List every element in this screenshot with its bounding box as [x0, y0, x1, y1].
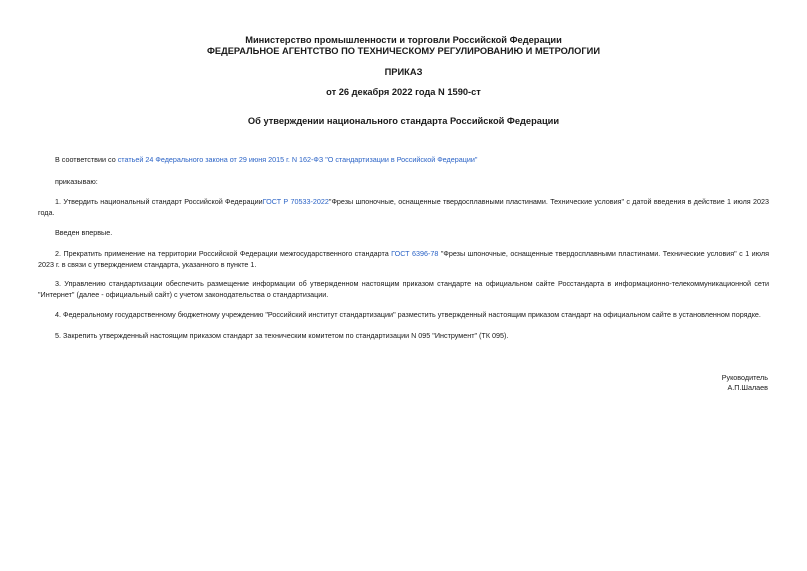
document-title: Об утверждении национального стандарта Российской Федерации: [247, 116, 560, 126]
ministry-name: Министерство промышленности и торговли Российской Федерации: [245, 35, 562, 45]
agency-name: ФЕДЕРАЛЬНОЕ АГЕНТСТВО ПО ТЕХНИЧЕСКОМУ РЕГУЛИРОВАНИЮ И МЕТРОЛОГИИ: [206, 46, 601, 56]
item-1-suffix: "Фрезы шпоночные, оснащенные твердосплавными пластинами. Технические условия" с датой введения в действие 1 июля 2023 года.: [38, 197, 769, 217]
document-type: ПРИКАЗ: [384, 67, 423, 77]
gost-r-70533-link[interactable]: ГОСТ Р 70533-2022: [262, 197, 329, 206]
item-5-paragraph: 5. Закрепить утвержденный настоящим приказом стандарт за техническим комитетом по стандартизации N 095 "Инструмент" (ТК 095).: [55, 331, 509, 340]
item-3-paragraph: 3. Управлению стандартизации обеспечить размещение информации об утвержденном настоящим приказом стандарте на официальном сайте Росстандарта в информационно-телекоммуникационной сети "Интернет" (далее - официальный сайт) с учетом законодательства о стандартизации.: [38, 279, 769, 299]
signature-name: А.П.Шалаев: [727, 383, 768, 392]
gost-6396-link[interactable]: ГОСТ 6396-78: [391, 249, 439, 258]
item-2-paragraph: [38, 249, 769, 270]
intro-paragraph: [38, 155, 769, 166]
federal-law-link[interactable]: статьей 24 Федерального закона от 29 июня 2015 г. N 162-ФЗ "О стандартизации в Российской Федерации": [117, 155, 478, 164]
item-2-suffix: "Фрезы шпоночные, оснащенные твердосплавными пластинами. Технические условия" с 1 июля 2023 г. в связи с утверждением стандарта, указанного в пункте 1.: [38, 249, 769, 269]
first-time-note: Введен впервые.: [55, 228, 113, 237]
order-word: приказываю:: [55, 177, 98, 186]
item-4-paragraph: 4. Федеральному государственному бюджетному учреждению "Российский институт стандартизации" разместить утвержденный настоящим приказом стандарт на официальном сайте в установленном порядке.: [55, 310, 761, 319]
item-2-prefix: 2. Прекратить применение на территории Российской Федерации межгосударственного стандарта: [55, 249, 392, 258]
intro-prefix: В соответствии со: [55, 155, 118, 164]
item-1-paragraph: [38, 197, 769, 218]
document-date-number: от 26 декабря 2022 года N 1590-ст: [326, 87, 481, 97]
signature-title: Руководитель: [721, 373, 768, 382]
item-1-prefix: 1. Утвердить национальный стандарт Российской Федерации: [55, 197, 263, 206]
